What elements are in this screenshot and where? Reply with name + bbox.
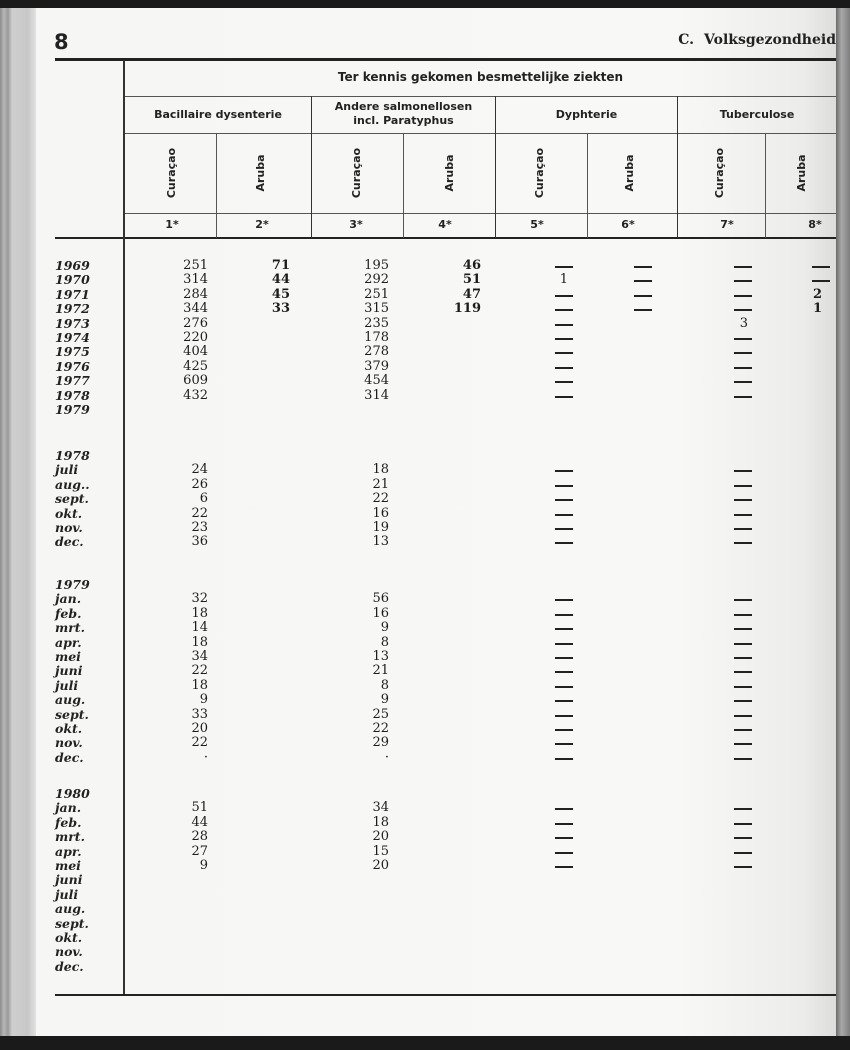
group-rule (125, 133, 836, 134)
row-label: 1973 (55, 315, 90, 331)
row-label: juni (55, 663, 83, 679)
row-label: sept. (55, 915, 89, 931)
table-cell: 251 (183, 258, 208, 273)
nil-dash (555, 542, 573, 544)
table-cell: 20 (372, 829, 389, 845)
table-cell: 9 (380, 620, 389, 636)
col-header-curacao: Curaçao (350, 147, 363, 199)
col-header-aruba: Aruba (443, 154, 456, 192)
col-header-aruba: Aruba (623, 154, 636, 192)
book-binding (0, 8, 36, 1036)
page-number: 8 (54, 30, 69, 54)
table-cell: 22 (191, 735, 208, 751)
group-header-dysenterie: Bacillaire dysenterie (154, 108, 282, 121)
row-label: dec. (55, 534, 84, 550)
nil-dash (555, 729, 573, 731)
table-cell: 44 (271, 272, 290, 288)
table-cell: 71 (271, 258, 290, 273)
table-cell: 18 (191, 677, 208, 693)
table-cell: 32 (191, 591, 208, 607)
table-cell: 2 (812, 286, 822, 302)
nil-dash (555, 758, 573, 760)
nil-dash (555, 485, 573, 487)
table-cell: 28 (191, 829, 208, 845)
table-cell: 26 (191, 476, 208, 492)
table-cell: 22 (372, 721, 389, 736)
table-cell: 314 (183, 272, 208, 288)
row-label: apr. (55, 843, 82, 859)
nil-dash (734, 485, 752, 487)
nil-dash (634, 309, 652, 311)
header-bottom-rule (55, 237, 836, 239)
nil-dash (555, 352, 573, 354)
row-label: 1972 (55, 301, 90, 317)
row-label: juli (55, 462, 79, 478)
table-cell: 609 (183, 373, 208, 389)
row-label: feb. (55, 814, 82, 830)
nil-dash (555, 715, 573, 717)
row-label: 1979 (55, 402, 90, 417)
table-cell: 1 (812, 301, 822, 317)
table-cell: 404 (183, 344, 208, 360)
nil-dash (555, 367, 573, 369)
row-label: mrt. (55, 829, 85, 845)
table-cell: 178 (364, 330, 389, 345)
nil-dash (555, 671, 573, 673)
nil-dash (555, 338, 573, 340)
row-label: feb. (55, 605, 82, 621)
table-cell: 44 (191, 814, 208, 830)
row-label: 1980 (55, 786, 90, 801)
table-top-rule (55, 58, 836, 61)
table-cell: 33 (191, 706, 208, 722)
nil-dash (734, 381, 752, 383)
col-number: 7* (720, 218, 734, 231)
row-label: juli (55, 677, 79, 693)
table-cell: 33 (271, 301, 290, 317)
table-bottom-rule (55, 994, 836, 996)
table-cell: 27 (191, 843, 208, 859)
nil-dash (734, 866, 752, 868)
table-cell: 220 (183, 330, 208, 345)
group-header-tuberculose: Tuberculose (719, 108, 795, 121)
table-cell: 22 (191, 505, 208, 521)
table-cell: 195 (364, 258, 389, 273)
nil-dash (734, 309, 752, 311)
nil-dash (555, 628, 573, 630)
nil-dash (734, 295, 752, 297)
nil-dash (734, 852, 752, 854)
table-cell: 16 (372, 505, 389, 521)
nil-dash (555, 700, 573, 702)
nil-dash (734, 367, 752, 369)
nil-dash (734, 758, 752, 760)
nil-dash (734, 280, 752, 282)
table-cell: 21 (372, 476, 389, 492)
col-header-aruba: Aruba (795, 154, 808, 192)
nil-dash (734, 628, 752, 630)
nil-dash (555, 499, 573, 501)
table-cell: 276 (183, 315, 208, 331)
row-label: aug.. (55, 476, 90, 492)
nil-dash (634, 266, 652, 268)
table-cell: 251 (364, 286, 389, 302)
nil-dash (734, 657, 752, 659)
nil-dash (555, 643, 573, 645)
table-cell: 18 (372, 814, 389, 830)
nil-dash (555, 309, 573, 311)
table-cell: 34 (372, 800, 389, 816)
colnum-rule (125, 213, 836, 214)
table-cell: 19 (372, 520, 389, 535)
nil-dash (555, 324, 573, 326)
col-separator (216, 133, 217, 238)
group-header-salmonellosen (312, 100, 495, 128)
supertitle-rule (125, 96, 836, 97)
table-cell: 23 (191, 520, 208, 535)
table-cell: 20 (191, 721, 208, 736)
table-cell: 29 (372, 735, 389, 751)
nil-dash (555, 514, 573, 516)
row-label: 1975 (55, 344, 90, 360)
table-cell: 51 (462, 272, 481, 288)
row-label: 1974 (55, 330, 90, 345)
col-separator (765, 133, 766, 238)
nil-dash (555, 657, 573, 659)
table-cell: 454 (364, 373, 389, 389)
col-number: 4* (438, 218, 452, 231)
table-cell: · (384, 749, 389, 765)
nil-dash (555, 852, 573, 854)
nil-dash (555, 470, 573, 472)
nil-dash (555, 599, 573, 601)
nil-dash (734, 352, 752, 354)
row-label: 1978 (55, 387, 90, 403)
group-header-line: incl. Paratyphus (353, 114, 454, 127)
table-cell: 45 (271, 286, 290, 302)
table-cell: 46 (462, 258, 481, 273)
row-label: 1976 (55, 358, 90, 374)
nil-dash (734, 643, 752, 645)
row-label: jan. (55, 800, 82, 816)
table-cell: 314 (364, 387, 389, 403)
nil-dash (555, 295, 573, 297)
row-label: mei (55, 649, 81, 664)
table-cell: 8 (380, 677, 389, 693)
col-number: 8* (808, 218, 822, 231)
table-cell: 24 (191, 462, 208, 478)
table-cell: 379 (364, 358, 389, 374)
table-cell: 47 (462, 286, 481, 302)
row-label: okt. (55, 505, 83, 521)
row-label: 1978 (55, 448, 90, 463)
table-cell: 15 (372, 843, 389, 859)
nil-dash (734, 499, 752, 501)
table-cell: 18 (191, 634, 208, 650)
table-cell: 119 (453, 301, 481, 317)
table-supertitle: Ter kennis gekomen besmettelijke ziekten (337, 70, 624, 84)
table-cell: 13 (372, 534, 389, 550)
table-cell: 18 (372, 462, 389, 478)
row-label: mrt. (55, 620, 85, 636)
stub-separator (123, 60, 125, 994)
col-header-curacao: Curaçao (713, 147, 726, 199)
col-number: 5* (530, 218, 544, 231)
row-label: apr. (55, 634, 82, 650)
table-cell: 51 (191, 800, 208, 816)
nil-dash (634, 295, 652, 297)
table-cell: 22 (191, 663, 208, 679)
row-label: sept. (55, 706, 89, 722)
row-label: juli (55, 886, 79, 902)
nil-dash (734, 715, 752, 717)
col-number: 1* (165, 218, 179, 231)
row-label: aug. (55, 901, 86, 917)
nil-dash (555, 837, 573, 839)
row-label: okt. (55, 930, 83, 945)
nil-dash (555, 686, 573, 688)
nil-dash (734, 686, 752, 688)
table-cell: 284 (183, 286, 208, 302)
table-cell: 432 (183, 387, 208, 403)
nil-dash (555, 528, 573, 530)
row-label: nov. (55, 520, 83, 535)
nil-dash (734, 700, 752, 702)
table-cell: 14 (191, 620, 208, 636)
table-cell: 235 (364, 315, 389, 331)
row-label: sept. (55, 491, 89, 507)
row-label: dec. (55, 958, 84, 974)
row-label: dec. (55, 749, 84, 765)
group-header-dyphterie: Dyphterie (555, 108, 618, 121)
nil-dash (555, 381, 573, 383)
nil-dash (734, 338, 752, 340)
nil-dash (734, 729, 752, 731)
nil-dash (555, 743, 573, 745)
page-edge (836, 8, 850, 1036)
nil-dash (734, 837, 752, 839)
table-cell: 25 (372, 706, 389, 722)
col-separator (403, 133, 404, 238)
col-number: 3* (349, 218, 363, 231)
nil-dash (734, 823, 752, 825)
row-label: okt. (55, 721, 83, 736)
table-cell: 278 (364, 344, 389, 360)
table-cell: 425 (183, 358, 208, 374)
section-heading (678, 32, 836, 48)
row-label: 1977 (55, 373, 90, 389)
nil-dash (555, 823, 573, 825)
nil-dash (734, 599, 752, 601)
table-cell: 18 (191, 605, 208, 621)
nil-dash (812, 266, 830, 268)
nil-dash (555, 266, 573, 268)
col-header-aruba: Aruba (254, 154, 267, 192)
row-label: 1970 (55, 272, 90, 288)
nil-dash (555, 808, 573, 810)
table-cell: 34 (191, 649, 208, 664)
table-cell: 56 (372, 591, 389, 607)
col-separator (587, 133, 588, 238)
nil-dash (555, 866, 573, 868)
nil-dash (734, 266, 752, 268)
col-number: 2* (255, 218, 269, 231)
table-cell: 3 (739, 315, 748, 331)
nil-dash (734, 808, 752, 810)
nil-dash (812, 280, 830, 282)
table-cell: 22 (372, 491, 389, 507)
row-label: mei (55, 858, 81, 873)
table-cell: 315 (364, 301, 389, 317)
table-cell: 344 (183, 301, 208, 317)
row-label: jan. (55, 591, 82, 607)
nil-dash (555, 614, 573, 616)
nil-dash (734, 743, 752, 745)
table-cell: 20 (372, 858, 389, 873)
nil-dash (734, 614, 752, 616)
table-cell: 6 (199, 491, 208, 507)
row-label: nov. (55, 944, 83, 960)
table-cell: 8 (380, 634, 389, 650)
section-letter: C. (678, 32, 695, 48)
group-header-line: Andere salmonellosen (334, 100, 473, 113)
col-header-curacao: Curaçao (165, 147, 178, 199)
row-label: nov. (55, 735, 83, 751)
nil-dash (734, 671, 752, 673)
row-label: 1971 (55, 286, 90, 302)
table-cell: · (203, 749, 208, 765)
table-cell: 292 (364, 272, 389, 288)
row-label: juni (55, 872, 83, 888)
nil-dash (734, 514, 752, 516)
table-cell: 9 (199, 858, 208, 873)
nil-dash (734, 470, 752, 472)
nil-dash (734, 528, 752, 530)
nil-dash (734, 542, 752, 544)
table-cell: 9 (199, 692, 208, 708)
table-cell: 9 (380, 692, 389, 708)
row-label: 1979 (55, 577, 90, 592)
col-header-curacao: Curaçao (533, 147, 546, 199)
col-number: 6* (621, 218, 635, 231)
table-cell: 13 (372, 649, 389, 664)
table-cell: 1 (559, 272, 568, 288)
table-cell: 36 (191, 534, 208, 550)
table-cell: 16 (372, 605, 389, 621)
nil-dash (634, 280, 652, 282)
section-title: Volksgezondheid (704, 32, 836, 48)
nil-dash (734, 396, 752, 398)
row-label: aug. (55, 692, 86, 708)
row-label: 1969 (55, 258, 90, 273)
nil-dash (555, 396, 573, 398)
table-cell: 21 (372, 663, 389, 679)
